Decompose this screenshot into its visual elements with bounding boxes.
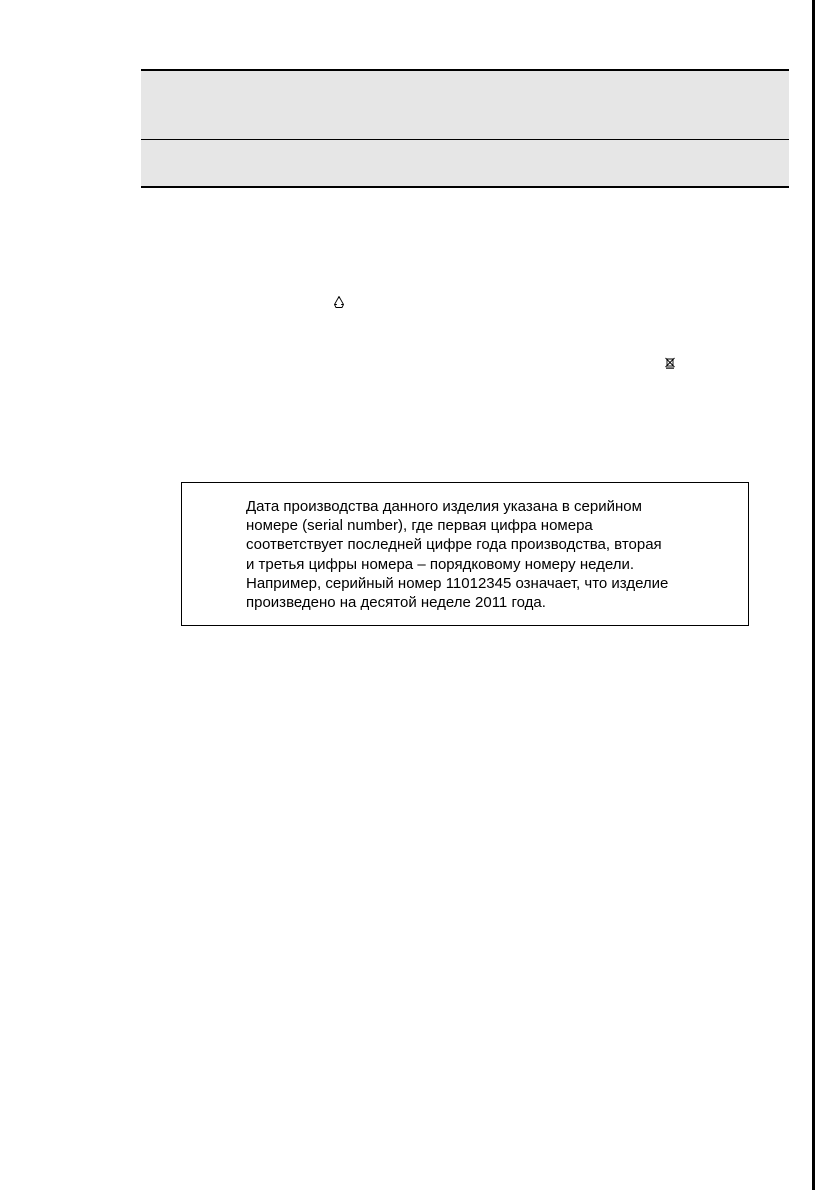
crossed-out-bin-icon [664, 356, 676, 368]
header-table-row-bottom [141, 140, 789, 186]
production-date-info-text: Дата производства данного изделия указана в серийном номере (serial number), где первая цифра номера соответствует последней цифре года производства, вторая и третья цифры номера – порядковому номеру недели. Например, серийный номер 11012345 означает, что изделие произведено на десятой неделе 2011 года. [246, 498, 669, 612]
header-table-row-top [141, 71, 789, 140]
header-table [141, 69, 789, 188]
recycle-icon [332, 295, 346, 309]
page-edge-marker [812, 0, 815, 1190]
production-date-info-box [181, 482, 749, 626]
